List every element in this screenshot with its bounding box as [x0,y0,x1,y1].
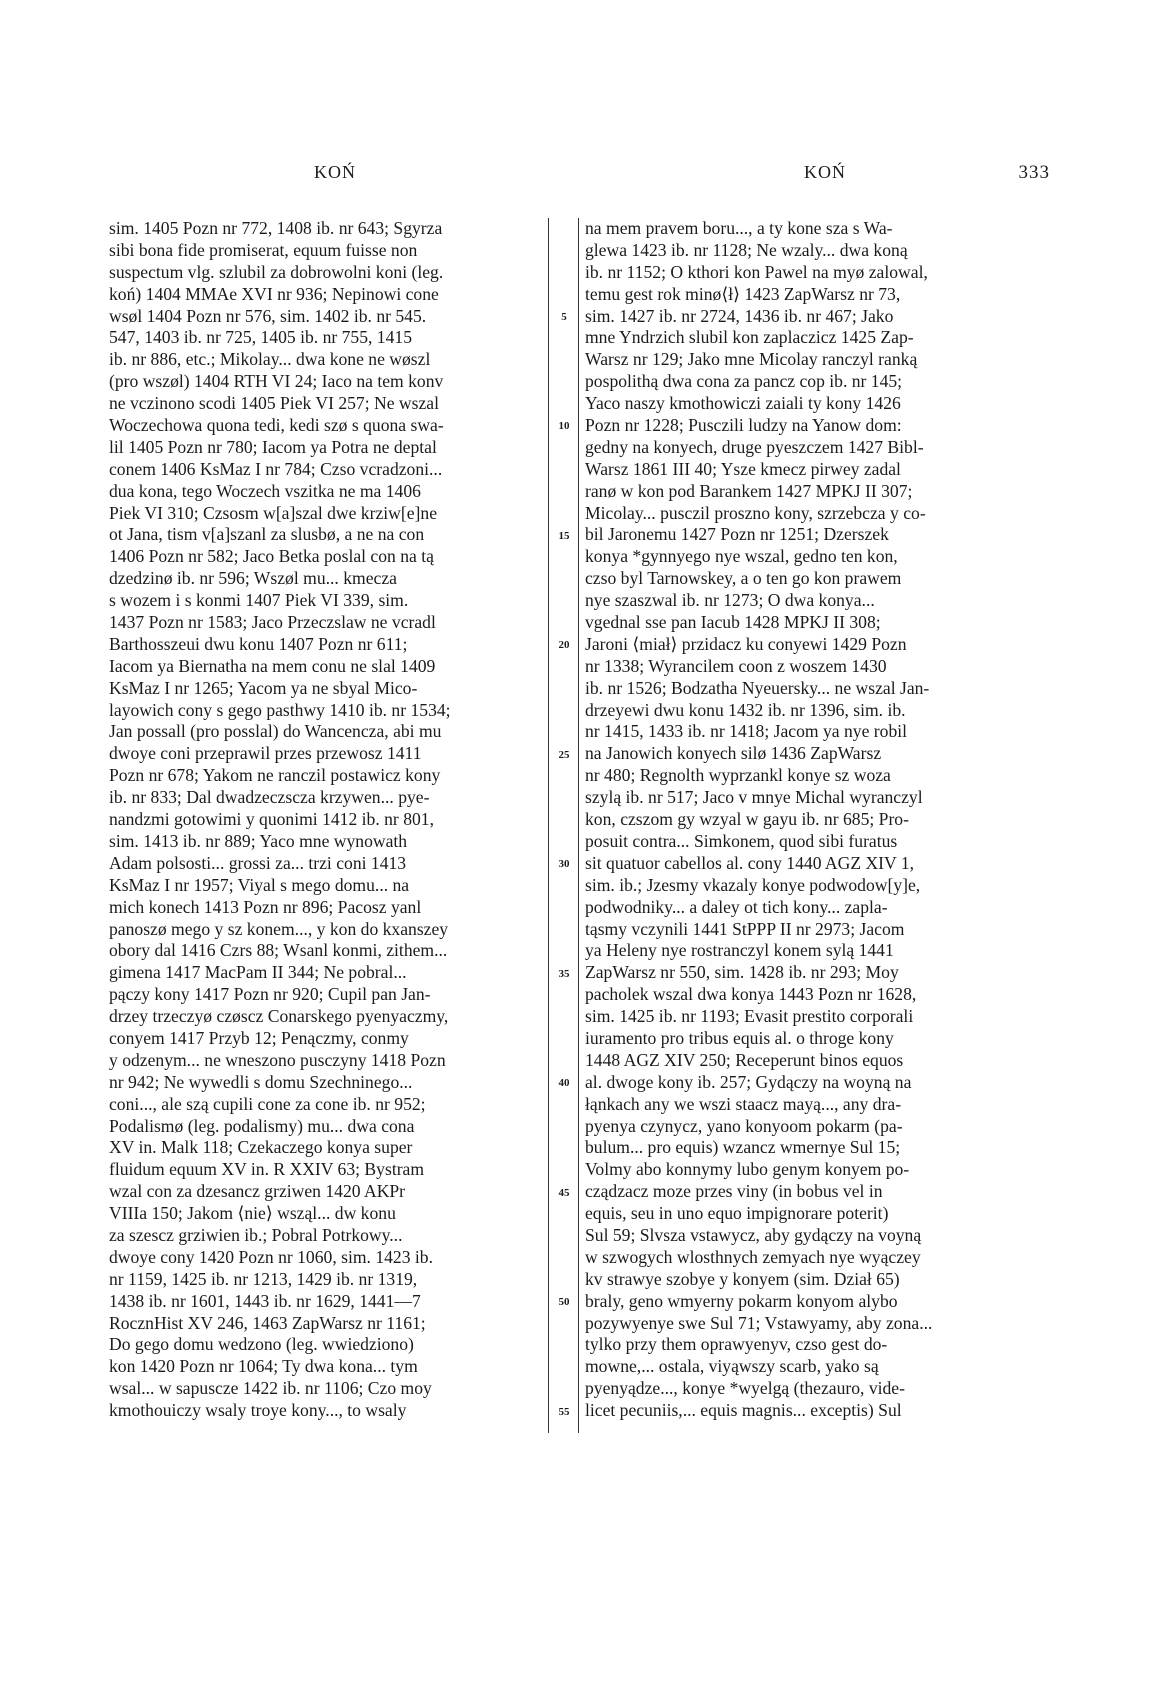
text-line: ne vczinono scodi 1405 Piek VI 257; Ne wszal [109,393,439,414]
text-line: XV in. Malk 118; Czekaczego konya super [109,1137,413,1158]
text-line: drzeyewi dwu konu 1432 ib. nr 1396, sim. ib. [585,699,906,720]
text-line: konya *gynnyego nye wszal, gedno ten kon, [585,546,898,567]
text-line: Yaco naszy kmothowiczi zaiali ty kony 1426 [585,393,901,414]
text-line: posuit contra... Simkonem, quod sibi furatus [585,830,898,851]
running-head-left: KOŃ [314,162,356,182]
text-line: na Janowich konyech silø 1436 ZapWarsz [585,743,882,764]
text-line: coni..., ale szą cupili cone za cone ib. nr 952; [109,1093,426,1114]
text-line: podwodniky... a daley ot tich kony... zapla- [585,896,888,917]
text-line: KsMaz I nr 1957; Viyal s mego domu... na [109,874,410,895]
text-line: sibi bona fide promiserat, equum fuisse non [109,239,418,260]
running-head-right: KOŃ [804,162,846,182]
text-line: Iacom ya Biernatha na mem conu ne slal 1409 [109,655,436,676]
text-line: ot Jana, tism v[a]szanl za slusbø, a ne na con [109,524,425,545]
text-line: gimena 1417 MacPam II 344; Ne pobral... [109,962,407,983]
text-line: layowich cony s gego pasthwy 1410 ib. nr 1534; [109,699,451,720]
text-line: wsal... w sapuscze 1422 ib. nr 1106; Czo moy [109,1378,432,1399]
text-line: gedny na konyech, druge pyeszczem 1427 Bibl- [585,436,924,457]
text-line: wsøl 1404 Pozn nr 576, sim. 1402 ib. nr 545. [109,305,427,326]
text-line: Do gego domu wedzono (leg. wwiedziono) [109,1334,414,1355]
text-line: nr 1415, 1433 ib. nr 1418; Jacom ya nye robil [585,721,908,742]
text-line: obory dal 1416 Czrs 88; Wsanl konmi, zithem... [109,940,448,961]
text-line: pacholek wszal dwa konya 1443 Pozn nr 1628, [585,984,917,1005]
line-number: 45 [558,1186,570,1199]
text-line: dzedzinø ib. nr 596; Wszøl mu... kmecza [109,568,397,589]
text-line: y odzenym... ne wneszono pusczyny 1418 Pozn [109,1049,446,1070]
text-line: 1448 AGZ XIV 250; Receperunt binos equos [585,1049,904,1070]
text-line: pyenyądze..., konye *wyelgą (thezauro, vide- [585,1378,905,1399]
right-column [585,218,1013,1422]
text-line: Adam polsosti... grossi za... trzi coni 1413 [109,852,407,873]
page-number: 333 [1018,162,1050,183]
text-line: pączy kony 1417 Pozn nr 920; Cupil pan Jan- [109,984,431,1005]
text-line: braly, geno wmyerny pokarm konyom alybo [585,1290,898,1311]
text-line: sit quatuor cabellos al. cony 1440 AGZ XIV 1, [585,852,915,873]
text-line: kon, czszom gy wzyal w gayu ib. nr 685; Pro- [585,809,909,830]
line-number: 15 [558,529,570,542]
text-line: ib. nr 1152; O kthori kon Pawel na myø zalowal, [585,261,928,282]
text-line: bil Jaronemu 1427 Pozn nr 1251; Dzerszek [585,524,889,545]
text-line: VIIIa 150; Jakom ⟨nie⟩ wsząl... dw konu [109,1203,396,1224]
text-line: tąsmy vczynili 1441 StPPP II nr 2973; Jacom [585,918,905,939]
line-number: 20 [558,639,570,652]
text-line: Barthosszeui dwu konu 1407 Pozn nr 611; [109,633,408,654]
text-line: ib. nr 886, etc.; Mikolay... dwa kone ne wøszl [109,349,431,370]
text-line: Volmy abo konnymy lubo genym konyem po- [585,1159,910,1180]
text-line: sim. 1413 ib. nr 889; Yaco mne wynowath [109,830,408,851]
line-number: 55 [558,1405,570,1418]
text-line: nye szaszwal ib. nr 1273; O dwa konya... [585,590,875,611]
text-line: pospolithą dwa cona za pancz cop ib. nr 145; [585,371,903,392]
text-line: Pozn nr 1228; Pusczili ludzy na Yanow dom: [585,415,902,436]
text-line: ib. nr 1526; Bodzatha Nyeuersky... ne wszal Jan- [585,677,930,698]
text-line: wzal con za dzesancz grziwen 1420 AKPr [109,1181,406,1202]
text-line: nr 942; Ne wywedli s domu Szechninego... [109,1071,413,1092]
text-line: pyenya czynycz, yano konyoom pokarm (pa- [585,1115,903,1136]
line-number: 30 [558,858,570,871]
text-line: kmothouiczy wsaly troye kony..., to wsaly [109,1400,407,1421]
text-line: tylko przy them oprawyenyv, czso gest do- [585,1334,888,1355]
text-line: Warsz nr 129; Jako mne Micolay ranczyl ranką [585,349,918,370]
text-line: mne Yndrzich slubil kon zaplaczicz 1425 Zap- [585,327,914,348]
text-line: cządzacz moze przes viny (in bobus vel in [585,1181,883,1202]
text-line: fluidum equum XV in. R XXIV 63; Bystram [109,1159,425,1180]
text-line: lil 1405 Pozn nr 780; Iacom ya Potra ne deptal [109,436,437,457]
text-line: nandzmi gotowimi y quonimi 1412 ib. nr 801, [109,809,434,830]
text-line: s wozem i s konmi 1407 Piek VI 339, sim. [109,590,409,611]
text-line: na mem pravem boru..., a ty kone sza s Wa- [585,218,893,238]
text-line: Jaroni ⟨miał⟩ przidacz ku conyewi 1429 Pozn [585,633,907,654]
text-line: Podalismø (leg. podalismy) mu... dwa cona [109,1115,415,1136]
text-line: 1438 ib. nr 1601, 1443 ib. nr 1629, 1441—7 [109,1290,421,1311]
text-line: panoszø mego y sz konem..., y kon do kxanszey [109,918,449,939]
line-number: 10 [558,420,570,433]
line-number: 50 [558,1296,570,1309]
text-line: Warsz 1861 III 40; Ysze kmecz pirwey zadal [585,458,901,479]
text-line: ZapWarsz nr 550, sim. 1428 ib. nr 293; Moy [585,962,899,983]
text-line: nr 1159, 1425 ib. nr 1213, 1429 ib. nr 1319, [109,1268,418,1289]
text-line: ib. nr 833; Dal dwadzeczscza krzywen... pye- [109,787,430,808]
text-line: sim. 1425 ib. nr 1193; Evasit prestito corporali [585,1006,914,1027]
text-line: RocznHist XV 246, 1463 ZapWarsz nr 1161; [109,1312,426,1333]
text-line: łąnkach any we wszi staacz mayą..., any dra- [585,1093,902,1114]
text-line: conem 1406 KsMaz I nr 784; Czso vcradzoni... [109,458,443,479]
text-line: dwoye coni przeprawil przes przewosz 1411 [109,743,422,764]
text-line: czso byl Tarnowskey, a o ten go kon prawem [585,568,902,589]
text-line: kon 1420 Pozn nr 1064; Ty dwa kona... tym [109,1356,418,1377]
text-line: KsMaz I nr 1265; Yacom ya ne sbyal Mico- [109,677,418,698]
text-line: 547, 1403 ib. nr 725, 1405 ib. nr 755, 1415 [109,327,412,348]
column-divider-right [578,218,579,1433]
text-line: licet pecuniis,... equis magnis... exceptis) Sul [585,1400,902,1421]
text-line: nr 480; Regnolth wyprzankl konye sz woza [585,765,891,786]
text-line: pozywyenye swe Sul 71; Vstawyamy, aby zona... [585,1312,933,1333]
text-line: Micolay... pusczil proszno kony, szrzebcza y co- [585,502,926,523]
text-line: al. dwoge kony ib. 257; Gydączy na woyną na [585,1071,912,1092]
text-line: Sul 59; Slvsza vstawycz, aby gydączy na voyną [585,1224,922,1245]
text-line: sim. 1405 Pozn nr 772, 1408 ib. nr 643; Sgyrza [109,218,443,238]
text-line: Jan possall (pro posslal) do Wancencza, abi mu [109,721,442,742]
text-line: vgednal sse pan Iacub 1428 MPKJ II 308; [585,612,881,633]
text-line: sim. ib.; Jzesmy vkazaly konye podwodow[y]e, [585,874,921,895]
text-line: 1437 Pozn nr 1583; Jaco Przeczslaw ne vcradl [109,612,436,633]
text-line: glewa 1423 ib. nr 1128; Ne wzaly... dwa koną [585,239,908,260]
text-line: (pro wszøl) 1404 RTH VI 24; Iaco na tem konv [109,371,444,392]
text-line: iuramento pro tribus equis al. o throge kony [585,1027,894,1048]
text-line: drzey trzeczyø czøscz Conarskego pyenyaczmy, [109,1006,449,1027]
text-line: Woczechowa quona tedi, kedi szø s quona swa- [109,415,444,436]
text-line: w szwogych wlosthnych zemyach nye wyączey [585,1246,921,1267]
text-line: koń) 1404 MMAe XVI nr 936; Nepinowi cone [109,283,439,304]
text-line: mich konech 1413 Pozn nr 896; Pacosz yanl [109,896,422,917]
text-line: suspectum vlg. szlubil za dobrowolni koni (leg. [109,261,444,282]
text-line: 1406 Pozn nr 582; Jaco Betka poslal con na tą [109,546,434,567]
text-line: equis, seu in uno equo impignorare poterit) [585,1203,889,1224]
text-line: Pozn nr 678; Yakom ne ranczil postawicz kony [109,765,441,786]
text-line: nr 1338; Wyrancilem coon z woszem 1430 [585,655,887,676]
text-line: temu gest rok minø⟨ł⟩ 1423 ZapWarsz nr 73, [585,283,901,304]
text-line: kv strawye szobye y konyem (sim. Dział 65) [585,1268,900,1289]
text-line: Piek VI 310; Czsosm w[a]szal dwe krziw[e]ne [109,502,438,523]
text-line: za szescz grziwien ib.; Pobral Potrkowy... [109,1224,403,1245]
left-column [109,218,537,1422]
column-divider-left [548,218,549,1433]
text-line: mowne,... ostala, viyąwszy scarb, yako są [585,1356,879,1377]
text-line: dua kona, tego Woczech vszitka ne ma 1406 [109,480,421,501]
text-line: szylą ib. nr 517; Jaco v mnye Michal wyranczyl [585,787,923,808]
text-line: conyem 1417 Przyb 12; Penączmy, conmy [109,1027,409,1048]
line-number: 25 [558,748,570,761]
text-line: ranø w kon pod Barankem 1427 MPKJ II 307; [585,480,913,501]
text-line: ya Heleny nye rostranczyl konem sylą 1441 [585,940,894,961]
line-number: 5 [561,310,567,323]
text-line: sim. 1427 ib. nr 2724, 1436 ib. nr 467; Jako [585,305,894,326]
text-line: dwoye cony 1420 Pozn nr 1060, sim. 1423 ib. [109,1246,433,1267]
text-line: bulum... pro equis) wzancz wmernye Sul 15; [585,1137,901,1158]
line-number: 35 [558,967,570,980]
line-number: 40 [558,1077,570,1090]
